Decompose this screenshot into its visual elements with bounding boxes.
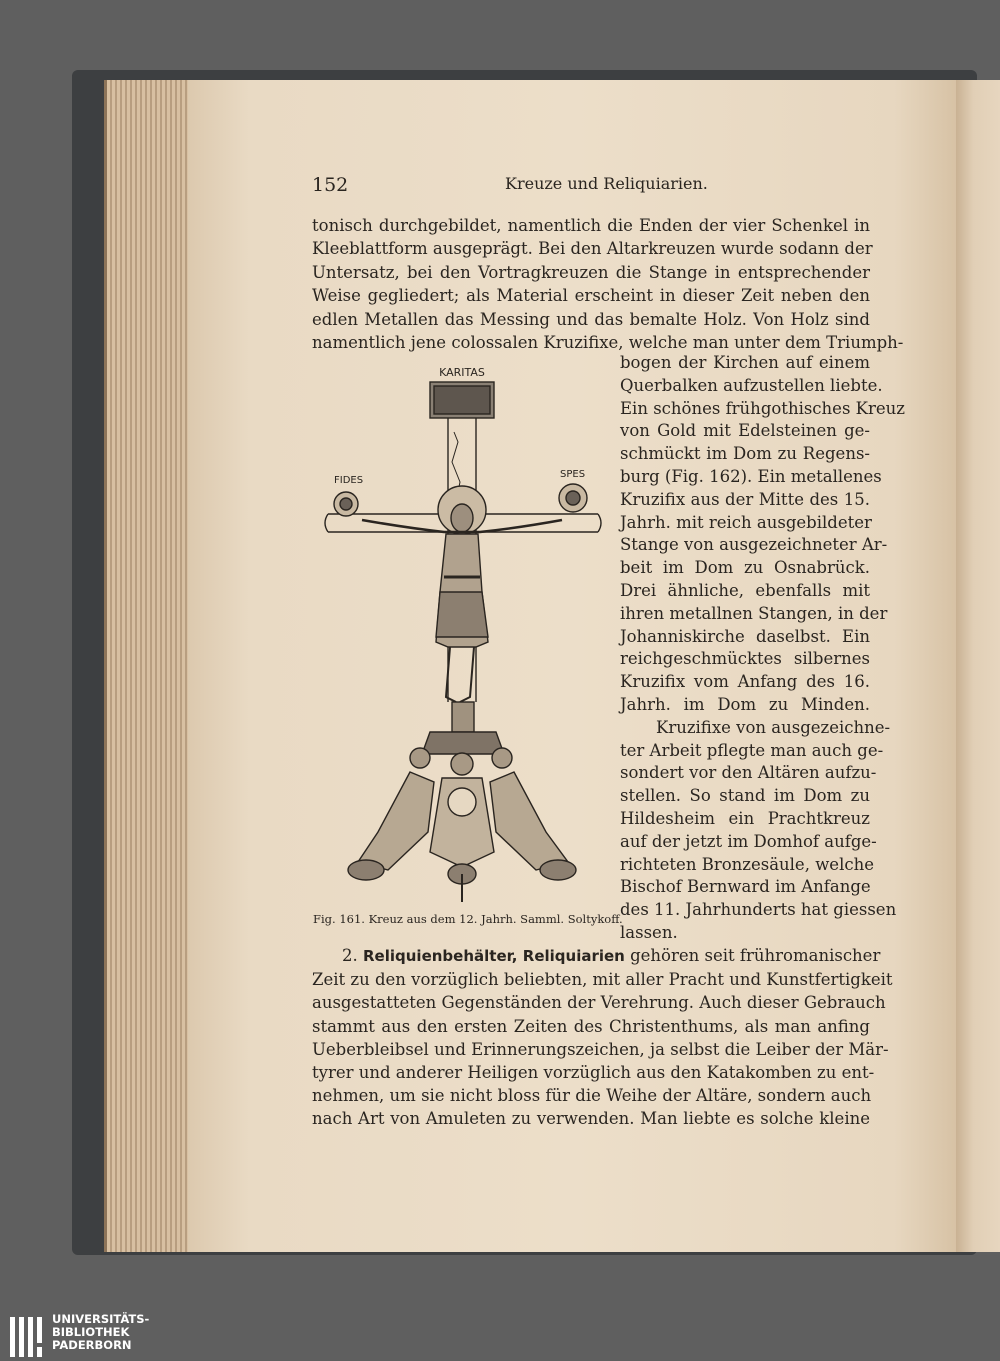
side-line: von Gold mit Edelsteinen ge- [620,421,870,441]
logo-line-3: PADERBORN [52,1338,132,1352]
side-line: des 11. Jahrhunderts hat giessen [620,900,897,920]
section-line: nach Art von Amuleten zu verwenden. Man liebte es solche kleine [312,1109,870,1129]
side-line: auf der jetzt im Domhof aufge- [620,831,877,851]
crucifix-illustration [318,362,608,912]
body-line: tonisch durchgebildet, namentlich die Enden der vier Schenkel in [312,216,870,235]
running-title: Kreuze und Reliquiarien. [505,174,708,193]
logo-line-2: BIBLIOTHEK [52,1325,130,1339]
logo-line-1: UNIVERSITÄTS- [52,1312,150,1326]
side-line: Kruzifixe von ausgezeichne- [656,717,891,737]
inscription-karitas: KARITAS [439,366,485,379]
section-line: Zeit zu den vorzüglich beliebten, mit aller Pracht und Kunstfertigkeit [312,970,893,990]
side-column [620,352,905,945]
side-line: Bischof Bernward im Anfange [620,877,871,897]
side-line: burg (Fig. 162). Ein metallenes [620,466,882,486]
library-logo-text [52,1313,149,1352]
section-heading-2: Reliquiarien [522,947,625,965]
side-line: Kruzifix vom Anfang des 16. [620,672,870,692]
side-line: Johanniskirche daselbst. Ein [620,626,870,646]
footer-bar [0,1312,1000,1361]
body-paragraph [312,214,904,354]
side-line: sondert vor den Altären aufzu- [620,763,877,783]
side-line: Ein schönes frühgothisches Kreuz [620,398,905,418]
side-line: beit im Dom zu Osnabrück. [620,558,870,578]
body-line: Untersatz, bei den Vortragkreuzen die Stange in entsprechender [312,262,870,282]
side-line: lassen. [620,922,678,942]
section-first-rest: gehören seit frühromanischer [630,946,881,965]
page-number: 152 [312,174,349,196]
side-line: ter Arbeit pflegte man auch ge- [620,740,884,760]
side-line: Kruzifix aus der Mitte des 15. [620,489,870,509]
body-line: Kleeblattform ausgeprägt. Bei den Altarkreuzen wurde sodann der [312,239,873,259]
section-line: nehmen, um sie nicht bloss für die Weihe der Altäre, sondern auch [312,1086,872,1106]
side-line: richteten Bronzesäule, welche [620,854,874,874]
section-line: ausgestatteten Gegenständen der Verehrung. Auch dieser Gebrauch [312,993,886,1013]
figure-caption: Fig. 161. Kreuz aus dem 12. Jahrh. Samml. Soltykoff. [313,912,623,926]
body-line: namentlich jene colossalen Kruzifixe, welche man unter dem Triumph- [312,333,904,353]
side-line: Stange von ausgezeichneter Ar- [620,535,888,555]
side-line: reichgeschmücktes silbernes [620,649,870,669]
side-line: schmückt im Dom zu Regens- [620,444,870,464]
inscription-fides: FIDES [334,475,364,486]
section-first-line [312,944,881,968]
side-line: stellen. So stand im Dom zu [620,786,870,806]
side-line: Jahrh. mit reich ausgebildeter [620,512,872,532]
side-line: Querbalken aufzustellen liebte. [620,375,883,395]
inscription-spes: SPES [560,469,586,480]
crucifix-engraving [318,362,608,912]
section-reliquiarien [312,944,893,1131]
section-line: tyrer und anderer Heiligen vorzüglich aus den Katakomben zu ent- [312,1063,875,1083]
side-line: Jahrh. im Dom zu Minden. [620,694,870,714]
section-line: stammt aus den ersten Zeiten des Christenthums, als man anfing [312,1016,870,1036]
side-line: Drei ähnliche, ebenfalls mit [620,580,870,600]
library-logo-icon [8,1315,46,1359]
section-number: 2. [342,946,358,965]
side-line: Hildesheim ein Prachtkreuz [620,808,870,828]
page-edges [104,80,197,1252]
section-heading-1: Reliquienbehälter, [363,947,518,965]
section-line: Ueberbleibsel und Erinnerungszeichen, ja selbst die Leiber der Mär- [312,1039,889,1059]
body-line: Weise gegliedert; als Material erscheint in dieser Zeit neben den [312,286,870,306]
side-line: ihren metallnen Stangen, in der [620,603,888,623]
body-line: edlen Metallen das Messing und das bemalte Holz. Von Holz sind [312,309,870,329]
facing-page-edge [956,80,1000,1252]
side-line: bogen der Kirchen auf einem [620,353,870,372]
